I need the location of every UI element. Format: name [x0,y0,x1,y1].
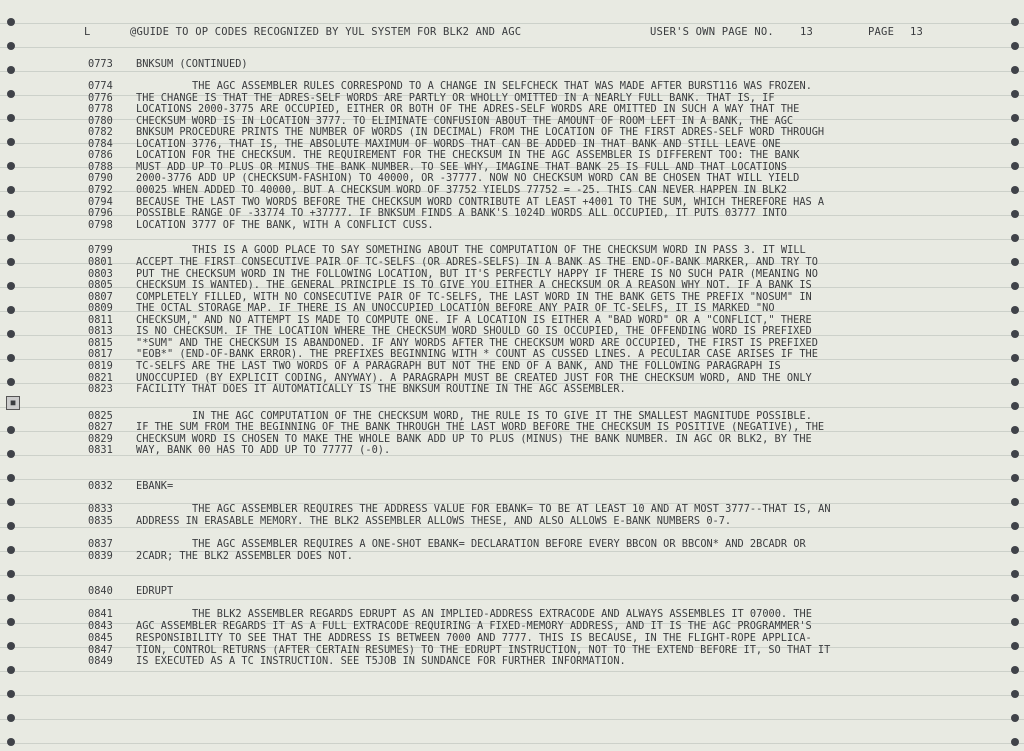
feed-hole [7,330,15,338]
document-line [88,348,988,360]
line-text: WAY, BANK 00 HAS TO ADD UP TO 77777 (-0). [136,444,391,456]
line-text: BECAUSE THE LAST TWO WORDS BEFORE THE CHECKSUM WORD CONTRIBUTE AT LEAST +4001 TO THE SUM, WHICH THEREFORE HAS A [136,196,825,208]
header-own-page-label: USER'S OWN PAGE NO. [650,26,774,38]
feed-hole [7,642,15,650]
line-number: 0786 [88,149,113,161]
line-number: 0803 [88,268,113,280]
line-number: 0829 [88,433,113,445]
line-text: THE AGC ASSEMBLER RULES CORRESPOND TO A CHANGE IN SELFCHECK THAT WAS MADE AFTER BURST116 WAS FROZEN. [192,80,812,92]
feed-hole [7,186,15,194]
feed-hole [1011,306,1019,314]
line-number: 0827 [88,421,113,433]
feed-hole [7,90,15,98]
line-number: 0832 [88,480,113,492]
feed-hole [7,666,15,674]
document-line [88,608,988,620]
feed-hole [7,714,15,722]
line-text: THE OCTAL STORAGE MAP. IF THERE IS AN UNOCCUPIED LOCATION BEFORE ANY PAIR OF TC-SELFS, IT IS MARKED "NO [136,302,775,314]
line-text: PUT THE CHECKSUM WORD IN THE FOLLOWING LOCATION, BUT IT'S PERFECTLY HAPPY IF THERE IS NO SUCH PAIR (MEANING NO [136,268,818,280]
feed-hole [7,618,15,626]
line-text: RESPONSIBILITY TO SEE THAT THE ADDRESS IS BETWEEN 7000 AND 7777. THIS IS BECAUSE, IN THE FLIGHT-ROPE APPLICA- [136,632,812,644]
feed-hole [7,138,15,146]
feed-hole [1011,498,1019,506]
feed-hole [1011,618,1019,626]
document-line [88,444,988,456]
line-text: ACCEPT THE FIRST CONSECUTIVE PAIR OF TC-SELFS (OR ADRES-SELFS) IN A BANK AS THE END-OF-BANK MARKER, AND TRY TO [136,256,818,268]
line-text: 2000-3776 ADD UP (CHECKSUM-FASHION) TO 40000, OR -37777. NOW NO CHECKSUM WORD CAN BE CHOSEN THAT WILL YIELD [136,172,800,184]
line-text: IN THE AGC COMPUTATION OF THE CHECKSUM WORD, THE RULE IS TO GIVE IT THE SMALLEST MAGNITUDE POSSIBLE. [192,410,812,422]
line-text: AGC ASSEMBLER REGARDS IT AS A FULL EXTRACODE REQUIRING A FIXED-MEMORY ADDRESS, AND IT IS THE AGC PROGRAMMER'S [136,620,812,632]
feed-hole [1011,210,1019,218]
line-number: 0847 [88,644,113,656]
document-line [88,480,988,492]
header-page-no: 13 [910,26,924,38]
feed-hole [1011,738,1019,746]
line-text: TION, CONTROL RETURNS (AFTER CERTAIN RESUMES) TO THE EDRUPT INSTRUCTION, NOT TO THE EXTEND BEFORE IT, SO THAT IT [136,644,831,656]
line-number: 0794 [88,196,113,208]
line-number: 0792 [88,184,113,196]
line-text: LOCATION 3777 OF THE BANK, WITH A CONFLICT CUSS. [136,219,434,231]
feed-hole [7,474,15,482]
line-text: LOCATION 3776, THAT IS, THE ABSOLUTE MAXIMUM OF WORDS THAT CAN BE ADDED IN THAT BANK AND STILL LEAVE ONE [136,138,781,150]
line-text: THE BLK2 ASSEMBLER REGARDS EDRUPT AS AN IMPLIED-ADDRESS EXTRACODE AND ALWAYS ASSEMBLES IT 07000. THE [192,608,812,620]
line-number: 0839 [88,550,113,562]
feed-hole [1011,18,1019,26]
feed-hole [7,282,15,290]
line-number: 0845 [88,632,113,644]
line-number: 0825 [88,410,113,422]
feed-hole [1011,354,1019,362]
line-text: THIS IS A GOOD PLACE TO SAY SOMETHING ABOUT THE COMPUTATION OF THE CHECKSUM WORD IN PASS 3. IT WILL [192,244,806,256]
line-text: BNKSUM (CONTINUED) [136,58,248,70]
page-header [84,26,944,42]
line-text: THE CHANGE IS THAT THE ADRES-SELF WORDS ARE PARTLY OR WHOLLY OMITTED IN A NEARLY FULL BANK. THAT IS, IF [136,92,775,104]
document-line [88,655,988,667]
feed-hole [1011,42,1019,50]
feed-hole [1011,138,1019,146]
feed-hole [7,234,15,242]
line-text: EDRUPT [136,585,174,597]
feed-hole [1011,66,1019,74]
feed-hole [1011,282,1019,290]
feed-hole [1011,162,1019,170]
document-line [88,503,988,515]
line-number: 0840 [88,585,113,597]
header-own-page-no: 13 [800,26,814,38]
feed-hole [1011,186,1019,194]
document-line [88,620,988,632]
line-number: 0815 [88,337,113,349]
line-text: UNOCCUPIED (BY EXPLICIT CODING, ANYWAY). A PARAGRAPH MUST BE CREATED JUST FOR THE CHECKSUM WORD, AND THE ONLY [136,372,812,384]
document-line [88,632,988,644]
document-line [88,80,988,92]
document-line [88,585,988,597]
line-number: 0801 [88,256,113,268]
feed-hole [1011,378,1019,386]
feed-hole [1011,258,1019,266]
document-line [88,279,988,291]
feed-hole [1011,714,1019,722]
line-number: 0841 [88,608,113,620]
line-number: 0784 [88,138,113,150]
feed-hole [1011,450,1019,458]
feed-hole [7,210,15,218]
line-text: EBANK= [136,480,174,492]
tractor-feed-left [4,0,18,751]
feed-hole [1011,90,1019,98]
line-text: CHECKSUM," AND NO ATTEMPT IS MADE TO COMPUTE ONE. IF A LOCATION IS EITHER A "BAD WORD" OR A "CONFLICT," THERE [136,314,812,326]
document-line [88,103,988,115]
line-text: LOCATION FOR THE CHECKSUM. THE REQUIREMENT FOR THE CHECKSUM IN THE AGC ASSEMBLER IS DIFFERENT TOO: THE BANK [136,149,800,161]
feed-hole [1011,594,1019,602]
line-text: FACILITY THAT DOES IT AUTOMATICALLY IS THE BNKSUM ROUTINE IN THE AGC ASSEMBLER. [136,383,626,395]
feed-hole [7,258,15,266]
document-line [88,207,988,219]
feed-hole [7,594,15,602]
feed-hole [1011,114,1019,122]
line-number: 0790 [88,172,113,184]
feed-hole [1011,522,1019,530]
feed-hole [7,738,15,746]
feed-hole [1011,330,1019,338]
line-text: BNKSUM PROCEDURE PRINTS THE NUMBER OF WORDS (IN DECIMAL) FROM THE LOCATION OF THE FIRST ADRES-SELF WORD THROUGH [136,126,825,138]
feed-hole [7,546,15,554]
document-line [88,538,988,550]
line-number: 0823 [88,383,113,395]
line-text: IS EXECUTED AS A TC INSTRUCTION. SEE T5JOB IN SUNDANCE FOR FURTHER INFORMATION. [136,655,626,667]
line-number: 0835 [88,515,113,527]
line-number: 0811 [88,314,113,326]
feed-hole [7,690,15,698]
document-line [88,184,988,196]
line-number: 0805 [88,279,113,291]
feed-hole [7,378,15,386]
line-text: IS NO CHECKSUM. IF THE LOCATION WHERE THE CHECKSUM WORD SHOULD GO IS OCCUPIED, THE OFFENDING WORD IS PREFIXED [136,325,812,337]
line-number: 0780 [88,115,113,127]
line-text: COMPLETELY FILLED, WITH NO CONSECUTIVE PAIR OF TC-SELFS, THE LAST WORD IN THE BANK GETS THE PREFIX "NOSUM" IN [136,291,812,303]
feed-hole [7,18,15,26]
line-number: 0778 [88,103,113,115]
line-text: ADDRESS IN ERASABLE MEMORY. THE BLK2 ASSEMBLER ALLOWS THESE, AND ALSO ALLOWS E-BANK NUMBERS 0-7. [136,515,732,527]
line-text: "*SUM" AND THE CHECKSUM IS ABANDONED. IF ANY WORDS AFTER THE CHECKSUM WORD ARE OCCUPIED, THE FIRST IS PREFIXED [136,337,818,349]
page-marker-icon: ■ [6,396,20,410]
document-line [88,126,988,138]
line-number: 0788 [88,161,113,173]
line-text: THE AGC ASSEMBLER REQUIRES THE ADDRESS VALUE FOR EBANK= TO BE AT LEAST 10 AND AT MOST 3777--THAT IS, AN [192,503,831,515]
line-number: 0821 [88,372,113,384]
line-number: 0782 [88,126,113,138]
feed-hole [1011,666,1019,674]
document-line [88,244,988,256]
feed-hole [1011,642,1019,650]
feed-hole [7,66,15,74]
feed-hole [7,162,15,170]
line-number: 0799 [88,244,113,256]
header-page-label: PAGE [868,26,895,38]
line-number: 0817 [88,348,113,360]
feed-hole [7,354,15,362]
feed-hole [1011,426,1019,434]
feed-hole [1011,570,1019,578]
header-title: @GUIDE TO OP CODES RECOGNIZED BY YUL SYSTEM FOR BLK2 AND AGC [130,26,522,38]
feed-hole [1011,690,1019,698]
line-text: POSSIBLE RANGE OF -33774 TO +37777. IF BNKSUM FINDS A BANK'S 1024D WORDS ALL OCCUPIED, IT PUTS 03777 INTO [136,207,787,219]
line-text: "EOB*" (END-OF-BANK ERROR). THE PREFIXES BEGINNING WITH * COUNT AS CUSSED LINES. A PECULIAR CASE ARISES IF THE [136,348,818,360]
feed-hole [7,522,15,530]
line-number: 0837 [88,538,113,550]
line-text: LOCATIONS 2000-3775 ARE OCCUPIED, EITHER OR BOTH OF THE ADRES-SELF WORDS ARE OMITTED IN SUCH A WAY THAT THE [136,103,800,115]
line-number: 0809 [88,302,113,314]
line-number: 0833 [88,503,113,515]
line-number: 0831 [88,444,113,456]
line-text: CHECKSUM WORD IS CHOSEN TO MAKE THE WHOLE BANK ADD UP TO PLUS (MINUS) THE BANK NUMBER. IN AGC OR BLK2, BY THE [136,433,812,445]
line-text: 2CADR; THE BLK2 ASSEMBLER DOES NOT. [136,550,353,562]
document-line [88,256,988,268]
feed-hole [1011,402,1019,410]
document-line [88,219,988,231]
document-line [88,302,988,314]
line-text: TC-SELFS ARE THE LAST TWO WORDS OF A PARAGRAPH BUT NOT THE END OF A BANK, AND THE FOLLOWING PARAGRAPH IS [136,360,781,372]
line-number: 0813 [88,325,113,337]
line-number: 0807 [88,291,113,303]
feed-hole [1011,546,1019,554]
line-number: 0774 [88,80,113,92]
line-text: THE AGC ASSEMBLER REQUIRES A ONE-SHOT EBANK= DECLARATION BEFORE EVERY BBCON OR BBCON* AND 2BCADR OR [192,538,806,550]
document-line [88,172,988,184]
line-number: 0849 [88,655,113,667]
line-text: CHECKSUM IS WANTED). THE GENERAL PRINCIPLE IS TO GIVE YOU EITHER A CHECKSUM OR A REASON WHY NOT. IF A BANK IS [136,279,812,291]
feed-hole [7,498,15,506]
feed-hole [7,306,15,314]
line-text: 00025 WHEN ADDED TO 40000, BUT A CHECKSUM WORD OF 37752 YIELDS 77752 = -25. THIS CAN NEVER HAPPEN IN BLK2 [136,184,787,196]
document-line [88,149,988,161]
line-number: 0843 [88,620,113,632]
line-text: MUST ADD UP TO PLUS OR MINUS THE BANK NUMBER. TO SEE WHY, IMAGINE THAT BANK 25 IS FULL AND THAT LOCATIONS [136,161,787,173]
line-number: 0773 [88,58,113,70]
feed-hole [1011,234,1019,242]
header-left-mark: L [84,26,91,38]
document-line [88,515,988,527]
feed-hole [1011,474,1019,482]
feed-hole [7,114,15,122]
feed-hole [7,426,15,434]
line-number: 0798 [88,219,113,231]
line-number: 0819 [88,360,113,372]
document-line [88,421,988,433]
line-number: 0796 [88,207,113,219]
document-line [88,550,988,562]
document-line [88,360,988,372]
line-text: IF THE SUM FROM THE BEGINNING OF THE BANK THROUGH THE LAST WORD BEFORE THE CHECKSUM IS POSITIVE (NEGATIVE), THE [136,421,825,433]
document-line [88,383,988,395]
line-text: CHECKSUM WORD IS IN LOCATION 3777. TO ELIMINATE CONFUSION ABOUT THE AMOUNT OF ROOM LEFT IN A BANK, THE AGC [136,115,794,127]
document-line [88,325,988,337]
feed-hole [7,450,15,458]
feed-hole [7,570,15,578]
line-number: 0776 [88,92,113,104]
tractor-feed-right [1008,0,1022,751]
feed-hole [7,42,15,50]
document-line [88,58,988,70]
